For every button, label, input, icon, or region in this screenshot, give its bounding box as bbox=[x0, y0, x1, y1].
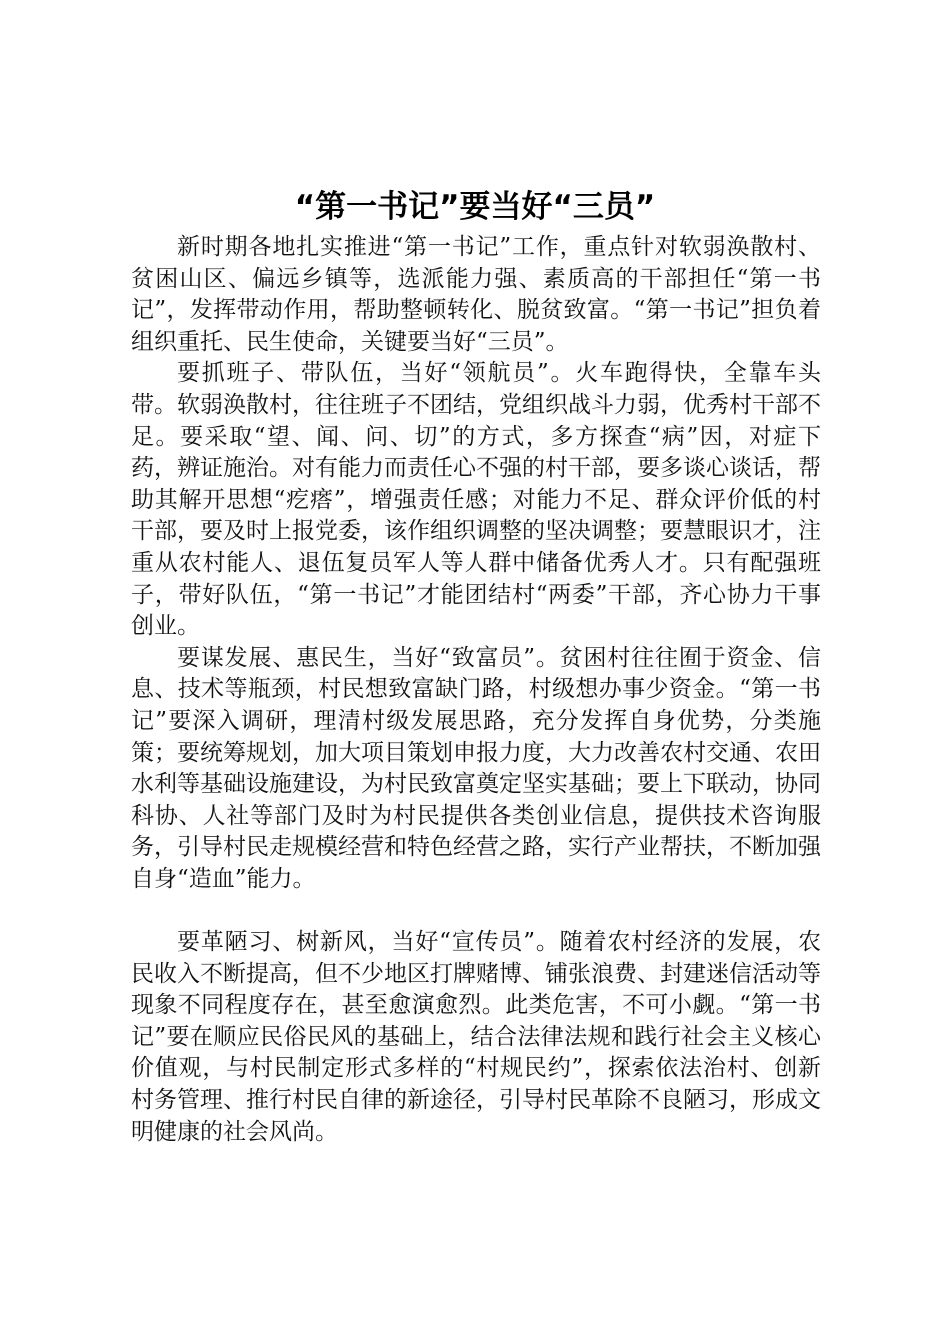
paragraph-intro: 新时期各地扎实推进“第一书记”工作，重点针对软弱涣散村、贫困山区、偏远乡镇等，选派能力强、素质高的干部担任“第一书记”，发挥带动作用，帮助整顿转化、脱贫致富。“第一书记”担负着组织重托、民生使命，关键要当好“三员”。 bbox=[131, 234, 821, 355]
document-body bbox=[131, 232, 821, 1148]
paragraph-publicity: 要革陋习、树新风，当好“宣传员”。随着农村经济的发展，农民收入不断提高，但不少地区打牌赌博、铺张浪费、封建迷信活动等现象不同程度存在，甚至愈演愈烈。此类危害，不可小觑。“第一书记”要在顺应民俗民风的基础上，结合法律法规和践行社会主义核心价值观，与村民制定形式多样的“村规民约”，探索依法治村、创新村务管理、推行村民自律的新途径，引导村民革除不良陋习，形成文明健康的社会风尚。 bbox=[131, 929, 821, 1145]
paragraph-prosperity: 要谋发展、惠民生，当好“致富员”。贫困村往往囿于资金、信息、技术等瓶颈，村民想致富缺门路，村级想办事少资金。“第一书记”要深入调研，理清村级发展思路，充分发挥自身优势，分类施策；要统筹规划，加大项目策划申报力度，大力改善农村交通、农田水利等基础设施建设，为村民致富奠定坚实基础；要上下联动，协同科协、人社等部门及时为村民提供各类创业信息，提供技术咨询服务，引导村民走规模经营和特色经营之路，实行产业帮扶，不断加强自身“造血”能力。 bbox=[131, 644, 821, 892]
paragraph-navigator: 要抓班子、带队伍，当好“领航员”。火车跑得快，全靠车头带。软弱涣散村，往往班子不团结，党组织战斗力弱，优秀村干部不足。要采取“望、闻、问、切”的方式，多方探查“病”因，对症下药，辨证施治。对有能力而责任心不强的村干部，要多谈心谈话，帮助其解开思想“疙瘩”，增强责任感；对能力不足、群众评价低的村干部，要及时上报党委，该作组织调整的坚决调整；要慧眼识才，注重从农村能人、退伍复员军人等人群中储备优秀人才。只有配强班子，带好队伍，“第一书记”才能团结村“两委”干部，齐心协力干事创业。 bbox=[131, 360, 821, 640]
document-title: “第一书记”要当好“三员” bbox=[294, 189, 656, 225]
paragraph-gap bbox=[131, 895, 821, 927]
